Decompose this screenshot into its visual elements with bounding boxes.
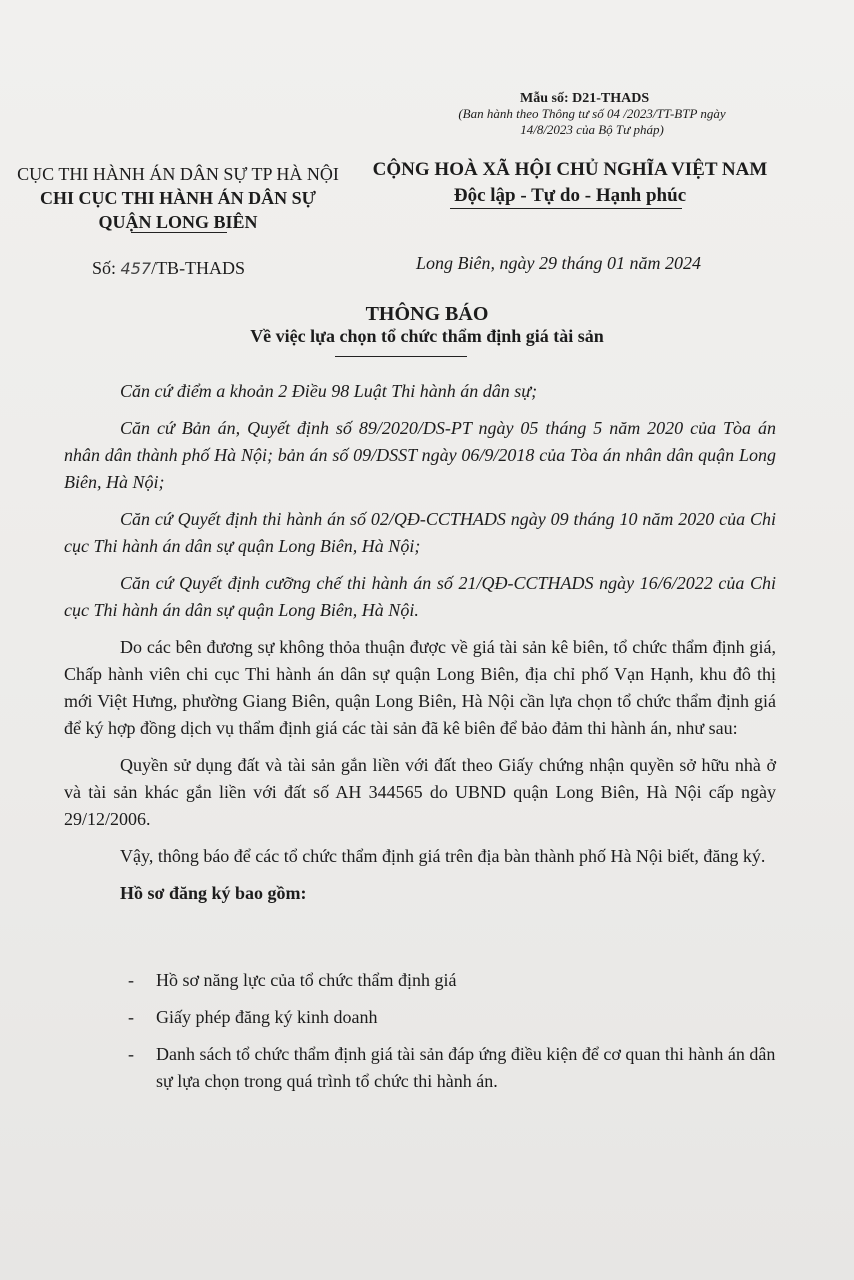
nation-motto: Độc lập - Tự do - Hạnh phúc: [453, 185, 687, 206]
dossier-list: [64, 967, 776, 1105]
list-item-text: Hồ sơ năng lực của tổ chức thẩm định giá: [156, 970, 457, 990]
doc-number-suffix: /TB-THADS: [151, 258, 246, 278]
legal-basis-2: Căn cứ Bản án, Quyết định số 89/2020/DS-PT ngày 05 tháng 5 năm 2020 của Tòa án nhân dân thành phố Hà Nội; bản án số 09/DSST ngày 06/9/2018 của Tòa án nhân dân quận Long Biên, Hà Nội;: [64, 418, 776, 492]
list-marker: -: [128, 970, 134, 990]
legal-basis-4: Căn cứ Quyết định cưỡng chế thi hành án số 21/QĐ-CCTHADS ngày 16/6/2022 của Chi cục Thi hành án dân sự quận Long Biên, Hà Nội.: [64, 573, 776, 620]
body-paragraph-asset: Quyền sử dụng đất và tài sản gắn liền với đất theo Giấy chứng nhận quyền sở hữu nhà ở và tài sản khác gắn liền với đất số AH 344565 do UBND quận Long Biên, Hà Nội cấp ngày 29/12/2006.: [64, 755, 776, 829]
legal-basis-3: Căn cứ Quyết định thi hành án số 02/QĐ-CCTHADS ngày 09 tháng 10 năm 2020 của Chi cục Thi hành án dân sự quận Long Biên, Hà Nội;: [64, 509, 776, 556]
nation-name: CỘNG HOÀ XÃ HỘI CHỦ NGHĨA VIỆT NAM: [372, 159, 768, 180]
document-subtitle: Về việc lựa chọn tổ chức thẩm định giá tài sản: [250, 326, 604, 346]
list-item: [64, 1041, 776, 1095]
body-paragraph-reason: Do các bên đương sự không thỏa thuận được về giá tài sản kê biên, tổ chức thẩm định giá, Chấp hành viên chi cục Thi hành án dân sự quận Long Biên, địa chỉ phố Vạn Hạnh, khu đô thị mới Việt Hưng, phường Giang Biên, quận Long Biên, Hà Nội cần lựa chọn tổ chức thẩm định giá để ký hợp đồng dịch vụ thẩm định giá các tài sản đã kê biên để bảo đảm thi hành án, như sau:: [64, 637, 776, 738]
form-note: (Ban hành theo Thông tư số 04 /2023/TT-BTP ngày 14/8/2023 của Bộ Tư pháp): [458, 106, 726, 137]
doc-number-handwritten: 457: [120, 259, 152, 278]
list-marker: -: [128, 1007, 134, 1027]
list-item-text: Danh sách tổ chức thẩm định giá tài sản đáp ứng điều kiện để cơ quan thi hành án dân sự lựa chọn trong quá trình tổ chức thi hành án.: [156, 1044, 776, 1091]
doc-number-prefix: Số:: [92, 258, 121, 278]
org-line-2: CHI CỤC THI HÀNH ÁN DÂN SỰ: [39, 188, 317, 208]
motto-underline: [450, 208, 682, 209]
issuing-organization: [0, 162, 356, 234]
document-body: [64, 378, 776, 917]
subtitle-underline: [335, 356, 467, 357]
document-number: [92, 258, 245, 279]
form-number: Mẫu số: D21-THADS: [520, 91, 650, 106]
list-item: [64, 1004, 776, 1031]
list-marker: -: [128, 1044, 134, 1064]
dossier-heading: Hồ sơ đăng ký bao gồm:: [120, 883, 307, 903]
body-paragraph-notice: Vậy, thông báo để các tổ chức thẩm định giá trên địa bàn thành phố Hà Nội biết, đăng ký.: [120, 846, 766, 866]
org-line-3: QUẬN LONG BIÊN: [98, 212, 258, 232]
list-item-text: Giấy phép đăng ký kinh doanh: [156, 1007, 378, 1027]
org-underline: [131, 232, 227, 233]
place-date: Long Biên, ngày 29 tháng 01 năm 2024: [416, 253, 701, 273]
document-title: THÔNG BÁO: [365, 303, 489, 325]
list-item: [64, 967, 776, 994]
org-line-1: CỤC THI HÀNH ÁN DÂN SỰ TP HÀ NỘI: [17, 164, 339, 184]
legal-basis-1: Căn cứ điểm a khoản 2 Điều 98 Luật Thi hành án dân sự;: [120, 381, 538, 401]
national-header: [364, 157, 776, 209]
